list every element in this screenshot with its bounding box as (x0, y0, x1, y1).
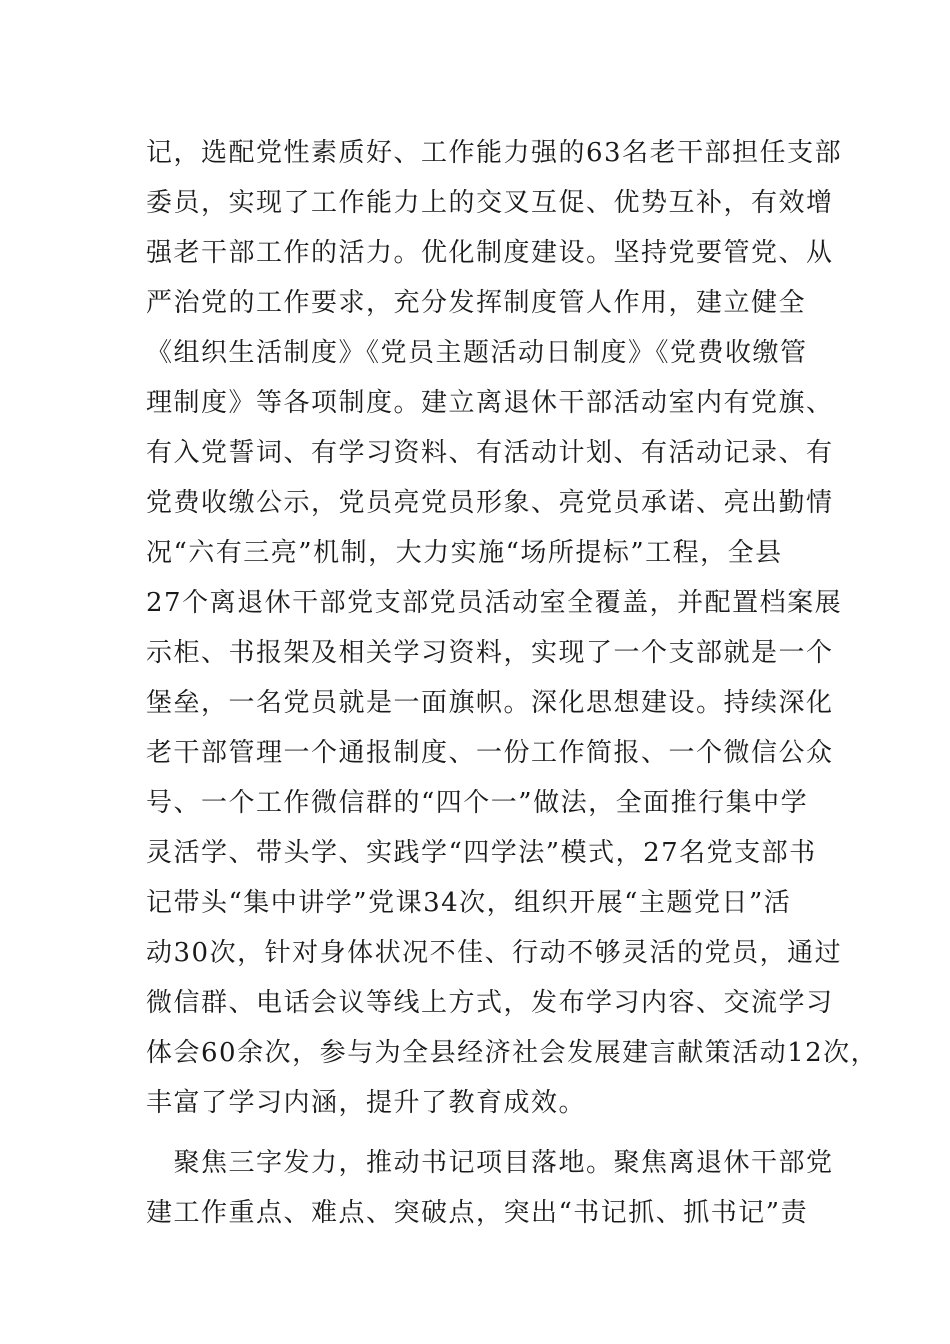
body-text-line: 号、一个工作微信群的“四个一”做法，全面推行集中学 (146, 788, 809, 818)
body-text-line: 建工作重点、难点、突破点，突出“书记抓、抓书记”责 (146, 1198, 809, 1228)
body-text-line: 老干部管理一个通报制度、一份工作简报、一个微信公众 (146, 738, 834, 768)
body-text-line: 27个离退休干部党支部党员活动室全覆盖，并配置档案展 (146, 588, 843, 618)
body-text-line: 体会60余次，参与为全县经济社会发展建言献策活动12次， (146, 1038, 879, 1068)
body-text-line: 有入党誓词、有学习资料、有活动计划、有活动记录、有 (146, 438, 834, 468)
body-text-line: 委员，实现了工作能力上的交叉互促、优势互补，有效增 (146, 188, 834, 218)
body-text-line: 《组织生活制度》《党员主题活动日制度》《党费收缴管 (146, 338, 808, 368)
paragraph-spacer (146, 1128, 826, 1138)
body-text-line: 记带头“集中讲学”党课34次，组织开展“主题党日”活 (146, 888, 792, 918)
body-text-line: 微信群、电话会议等线上方式，发布学习内容、交流学习 (146, 988, 834, 1018)
body-text-line: 强老干部工作的活力。优化制度建设。坚持党要管党、从 (146, 238, 834, 268)
body-text-line: 理制度》等各项制度。建立离退休干部活动室内有党旗、 (146, 388, 834, 418)
document-body (146, 128, 879, 1238)
body-text-line: 示柜、书报架及相关学习资料，实现了一个支部就是一个 (146, 638, 834, 668)
body-text-line: 动30次，针对身体状况不佳、行动不够灵活的党员，通过 (146, 938, 843, 968)
body-text-line: 灵活学、带头学、实践学“四学法”模式，27名党支部书 (146, 838, 817, 868)
body-text-line: 记，选配党性素质好、工作能力强的63名老干部担任支部 (146, 138, 843, 168)
body-text-line: 堡垒，一名党员就是一面旗帜。深化思想建设。持续深化 (146, 688, 834, 718)
body-text-line: 况“六有三亮”机制，大力实施“场所提标”工程，全县 (146, 538, 783, 568)
body-text-line: 党费收缴公示，党员亮党员形象、亮党员承诺、亮出勤情 (146, 488, 834, 518)
body-text-line: 丰富了学习内涵，提升了教育成效。 (146, 1088, 587, 1118)
body-text-line: 严治党的工作要求，充分发挥制度管人作用，建立健全 (146, 288, 807, 318)
body-text-line: 聚焦三字发力，推动书记项目落地。聚焦离退休干部党 (146, 1148, 834, 1178)
